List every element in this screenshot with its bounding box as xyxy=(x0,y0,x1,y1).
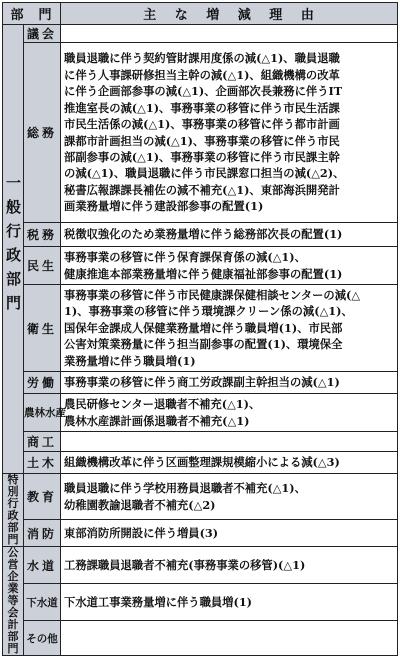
table-row xyxy=(3,394,398,432)
category-cell: 衛生 xyxy=(24,285,61,372)
category-cell: 消防 xyxy=(24,520,61,547)
table-row xyxy=(3,43,398,223)
reason-cell: 工務課職員退職者不補充(事務事業の移管)(△1) xyxy=(61,547,398,584)
header-row xyxy=(3,3,398,25)
reason-cell: 税徴収強化のため業務量増に伴う総務部次長の配置(1) xyxy=(61,223,398,247)
reason-cell xyxy=(61,432,398,452)
group-special-admin: 特別 行政 部門 xyxy=(3,474,24,547)
reason-cell: 事務事業の移管に伴う保育課保育係の減(△1)、 健康推進本部業務量増に伴う健康福祉部参事の配置(1) xyxy=(61,247,398,285)
category-cell: 議会 xyxy=(24,25,61,43)
category-cell: 下水道 xyxy=(24,584,61,621)
table-row xyxy=(3,621,398,656)
category-cell: 水道 xyxy=(24,547,61,584)
category-cell: 労働 xyxy=(24,372,61,394)
category-cell: 総務 xyxy=(24,43,61,223)
header-reason: 主 な 増 減 理 由 xyxy=(61,3,398,25)
table-row xyxy=(3,372,398,394)
table-row xyxy=(3,520,398,547)
reason-cell xyxy=(61,25,398,43)
group-public-enterprise: 公営企業等 会計部門 xyxy=(3,547,24,656)
staffing-table xyxy=(2,2,398,656)
category-cell: 商工 xyxy=(24,432,61,452)
category-cell: 税務 xyxy=(24,223,61,247)
table-row xyxy=(3,584,398,621)
reason-cell: 事務事業の移管に伴う市民健康課保健相談センターの減(△ 1)、事務事業の移管に伴う環境課クリーン係の減(△1)、 国保年金課成人保健業務量増に伴う職員増(1)、市民部 公害対策業務量に伴う担当副参事の配置(1)、環境保全 業務量増に伴う職員増(1) xyxy=(61,285,398,372)
table-row xyxy=(3,285,398,372)
reason-cell: 組織機構改革に伴う区画整理課規模縮小による減(△3) xyxy=(61,452,398,474)
category-cell: 農林水産 xyxy=(24,394,61,432)
reason-cell xyxy=(61,621,398,656)
reason-cell: 東部消防所開設に伴う増員(3) xyxy=(61,520,398,547)
reason-cell: 職員退職に伴う学校用務員退職者不補充(△1)、 幼稚園教諭退職者不補充(△2) xyxy=(61,474,398,520)
group-general: 一般行政部門 xyxy=(3,25,24,474)
table-row xyxy=(3,547,398,584)
category-cell: 土木 xyxy=(24,452,61,474)
table-row xyxy=(3,247,398,285)
reason-cell: 職員退職に伴う契約管財課用度係の減(△1)、職員退職 に伴う人事課研修担当主幹の減(△1)、組織機構の改革 に伴う企画部参事の減(△1)、企画部次長兼務に伴うIT 推進室長の減(△1)、事務事業の移管に伴う市民生活課 市民生活係の減(△1)、事務事業の移管に伴う都市計画 課都市計画担当の減(△1)、事務事業の移管に伴う市民 部副参事の減(△1)、事務事業の移管に伴う市民課主幹 の減(△1)、職員退職に伴う市民課窓口担当の減(△2)、 秘書広報課課長補佐の減不補充(△1)、東部海浜開発計 画業務量増に伴う建設部参事の配置(1) xyxy=(61,43,398,223)
category-cell: 民生 xyxy=(24,247,61,285)
table-row xyxy=(3,474,398,520)
table-row xyxy=(3,452,398,474)
reason-cell: 農民研修センター退職者不補充(△1)、 農林水産課計画係退職者不補充(△1) xyxy=(61,394,398,432)
category-cell: その他 xyxy=(24,621,61,656)
reason-cell: 事務事業の移管に伴う商工労政課副主幹担当の減(△1) xyxy=(61,372,398,394)
category-cell: 教育 xyxy=(24,474,61,520)
reason-cell: 下水道工事業務量増に伴う職員増(1) xyxy=(61,584,398,621)
header-category: 部 門 xyxy=(3,3,61,25)
table-row xyxy=(3,25,398,43)
table-row xyxy=(3,432,398,452)
table-row xyxy=(3,223,398,247)
